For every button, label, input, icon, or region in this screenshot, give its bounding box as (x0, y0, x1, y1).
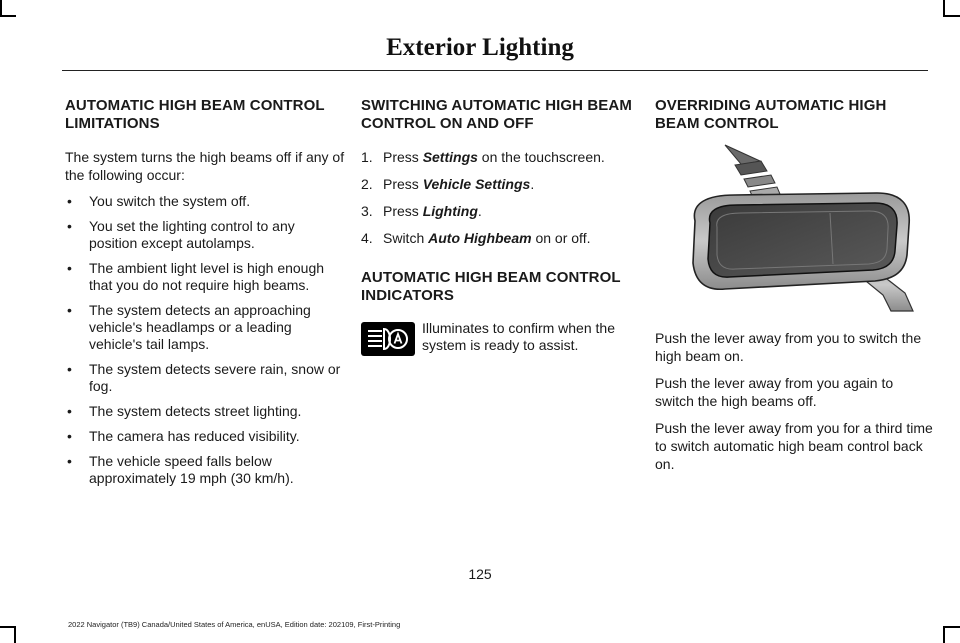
step-number: 4. (361, 230, 373, 246)
indicator-row (361, 320, 636, 360)
step-suffix: . (530, 176, 535, 192)
step-emphasis: Auto Highbeam (428, 230, 532, 246)
crop-mark (0, 0, 2, 16)
list-item: • The system detects severe rain, snow or fog. (65, 361, 345, 395)
crop-mark (0, 15, 16, 17)
list-item: • You set the lighting control to any position except autolamps. (65, 218, 345, 252)
crop-mark (943, 0, 945, 16)
step-item (361, 148, 636, 166)
instruction-paragraph: Push the lever away from you again to switch the high beams off. (655, 375, 894, 409)
step-suffix: . (477, 203, 482, 219)
instruction-paragraph: Push the lever away from you to switch the high beam on. (655, 330, 922, 364)
crop-mark (14, 626, 16, 643)
crop-mark (943, 626, 945, 643)
step-item (361, 202, 636, 220)
indicators-heading: AUTOMATIC HIGH BEAM CONTROL INDICATORS (361, 269, 621, 304)
step-emphasis: Settings (422, 149, 478, 165)
step-suffix: on the touchscreen. (477, 149, 605, 165)
step-prefix: Press (383, 176, 423, 192)
indicator-description: Illuminates to confirm when the system is ready to assist. (422, 320, 615, 353)
step-suffix: on or off. (531, 230, 591, 246)
overriding-instructions (655, 329, 933, 482)
page-title: Exterior Lighting (386, 34, 574, 61)
instruction-paragraph: Push the lever away from you for a third time to switch automatic high beam control back on. (655, 420, 933, 472)
switching-heading: SWITCHING AUTOMATIC HIGH BEAM CONTROL ON AND OFF (361, 97, 632, 132)
step-prefix: Switch (383, 230, 429, 246)
step-item (361, 175, 636, 193)
list-item: • The system detects an approaching vehicle's headlamps or a leading vehicle's tail lamps. (65, 302, 345, 353)
list-item: • You switch the system off. (65, 193, 345, 210)
crop-mark (943, 626, 960, 628)
step-emphasis: Lighting (422, 203, 478, 219)
step-number: 3. (361, 203, 373, 219)
list-item: • The vehicle speed falls below approximately 19 mph (30 km/h). (65, 453, 345, 487)
limitations-heading: AUTOMATIC HIGH BEAM CONTROL LIMITATIONS (65, 97, 325, 132)
lever-push-away-illustration (655, 143, 933, 315)
step-item (361, 229, 636, 247)
limitations-list (65, 193, 345, 487)
auto-high-beam-icon-graphic (361, 322, 415, 356)
list-item: • The camera has reduced visibility. (65, 428, 345, 445)
edition-footer: 2022 Navigator (TB9) Canada/United States of America, enUSA, Edition date: 202109, First-Printing (68, 620, 401, 629)
limitations-intro: The system turns the high beams off if any of the following occur: (65, 149, 345, 183)
step-prefix: Press (383, 149, 423, 165)
limitations-section (65, 97, 345, 495)
header-divider (62, 70, 928, 71)
step-number: 1. (361, 149, 373, 165)
switching-section (361, 97, 636, 360)
page-number: 125 (468, 566, 492, 582)
step-emphasis: Vehicle Settings (422, 176, 531, 192)
step-number: 2. (361, 176, 373, 192)
list-item: • The ambient light level is high enough that you do not require high beams. (65, 260, 345, 294)
crop-mark (943, 15, 960, 17)
auto-high-beam-icon (361, 322, 415, 356)
list-item: • The system detects street lighting. (65, 403, 345, 420)
overriding-heading: OVERRIDING AUTOMATIC HIGH BEAM CONTROL (655, 97, 887, 132)
step-prefix: Press (383, 203, 423, 219)
switching-steps (361, 148, 636, 247)
overriding-section (655, 97, 933, 148)
